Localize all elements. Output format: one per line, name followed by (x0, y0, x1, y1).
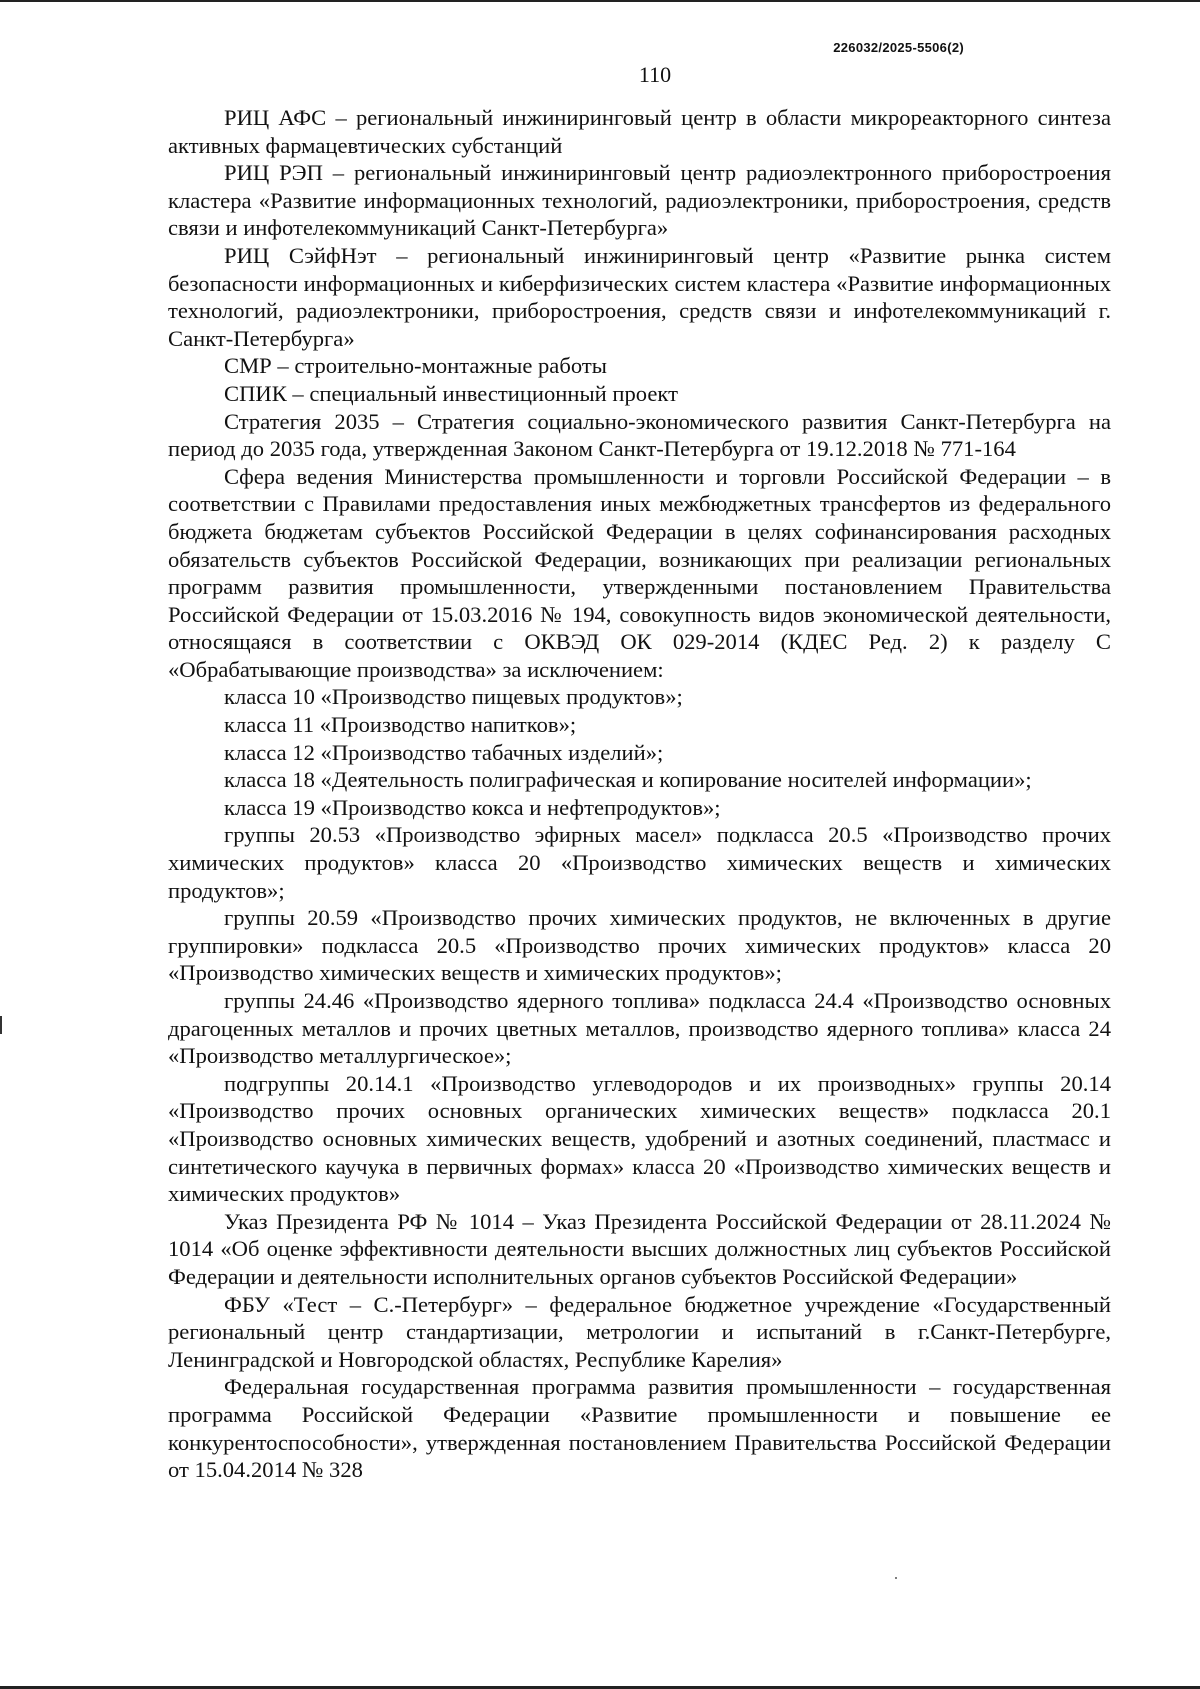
definition-paragraph: РИЦ СэйфНэт – региональный инжиниринговый центр «Развитие рынка систем безопасности информационных и киберфизических систем кластера «Развитие информационных технологий, радиоэлектроники, приборостроения, средств связи и инфотелекоммуникаций г. Санкт-Петербурга» (168, 242, 1111, 351)
exclusion-item: группы 20.59 «Производство прочих химических продуктов, не включенных в другие группировки» подкласса 20.5 «Производство прочих химических продуктов» класса 20 «Производство химических веществ и химических продуктов»; (168, 905, 1111, 986)
definition-paragraph: РИЦ АФС – региональный инжиниринговый центр в области микрореакторного синтеза активных фармацевтических субстанций (168, 105, 1111, 158)
exclusion-item: класса 18 «Деятельность полиграфическая и копирование носителей информации»; (224, 767, 1032, 793)
exclusion-item: класса 10 «Производство пищевых продуктов»; (224, 684, 683, 710)
document-body (168, 104, 1111, 1484)
exclusion-item: группы 24.46 «Производство ядерного топлива» подкласса 24.4 «Производство основных драгоценных металлов и прочих цветных металлов, производство ядерного топлива» класса 24 «Производство металлургическое»; (168, 988, 1111, 1069)
page-number: 110 (638, 62, 672, 87)
exclusion-item: класса 11 «Производство напитков»; (224, 712, 577, 738)
definition-paragraph: СПИК – специальный инвестиционный проект (224, 380, 678, 406)
exclusion-item: класса 12 «Производство табачных изделий»; (224, 739, 664, 765)
exclusion-item: класса 19 «Производство кокса и нефтепродуктов»; (224, 794, 721, 820)
definition-paragraph: СМР – строительно-монтажные работы (224, 353, 607, 379)
definition-paragraph: Сфера ведения Министерства промышленности и торговли Российской Федерации – в соответствии с Правилами предоставления иных межбюджетных трансфертов из федерального бюджета бюджетам субъектов Российской Федерации в целях софинансирования расходных обязательств субъектов Российской Федерации, возникающих при реализации региональных программ развития промышленности, утвержденными постановлением Правительства Российской Федерации от 15.03.2016 № 194, совокупность видов экономической деятельности, относящаяся в соответствии с ОКВЭД ОК 029-2014 (КДЕС Ред. 2) к разделу C «Обрабатывающие производства» за исключением: (168, 463, 1111, 682)
scan-top-edge (0, 0, 1200, 2)
definition-paragraph: Стратегия 2035 – Стратегия социально-экономического развития Санкт-Петербурга на период до 2035 года, утвержденная Законом Санкт-Петербурга от 19.12.2018 № 771-164 (168, 408, 1111, 462)
exclusion-item: подгруппы 20.14.1 «Производство углеводородов и их производных» группы 20.14 «Производство прочих основных органических химических веществ» подкласса 20.1 «Производство основных химических веществ, удобрений и азотных соединений, пластмасс и синтетического каучука в первичных формах» класса 20 «Производство химических веществ и химических продуктов» (168, 1070, 1111, 1207)
definition-paragraph: Федеральная государственная программа развития промышленности – государственная программа Российской Федерации «Развитие промышленности и повышение ее конкурентоспособности», утвержденная постановлением Правительства Российской Федерации от 15.04.2014 № 328 (168, 1374, 1111, 1483)
exclusion-item: группы 20.53 «Производство эфирных масел» подкласса 20.5 «Производство прочих химических продуктов» класса 20 «Производство химических веществ и химических продуктов»; (168, 822, 1111, 903)
definition-paragraph: РИЦ РЭП – региональный инжиниринговый центр радиоэлектронного приборостроения кластера «Развитие информационных технологий, радиоэлектроники, приборостроения, средств связи и инфотелекоммуникаций Санкт-Петербурга» (168, 160, 1111, 241)
definition-paragraph: Указ Президента РФ № 1014 – Указ Президента Российской Федерации от 28.11.2024 № 1014 «Об оценке эффективности деятельности высших должностных лиц субъектов Российской Федерации и деятельности исполнительных органов субъектов Российской Федерации» (168, 1208, 1111, 1289)
definition-paragraph: ФБУ «Тест – С.-Петербург» – федеральное бюджетное учреждение «Государственный региональный центр стандартизации, метрологии и испытаний в г.Санкт-Петербурге, Ленинградской и Новгородской областях, Республике Карелия» (168, 1291, 1111, 1372)
scan-speck (895, 1577, 897, 1579)
document-id: 226032/2025-5506(2) (833, 40, 964, 55)
scan-left-mark (0, 1016, 2, 1034)
